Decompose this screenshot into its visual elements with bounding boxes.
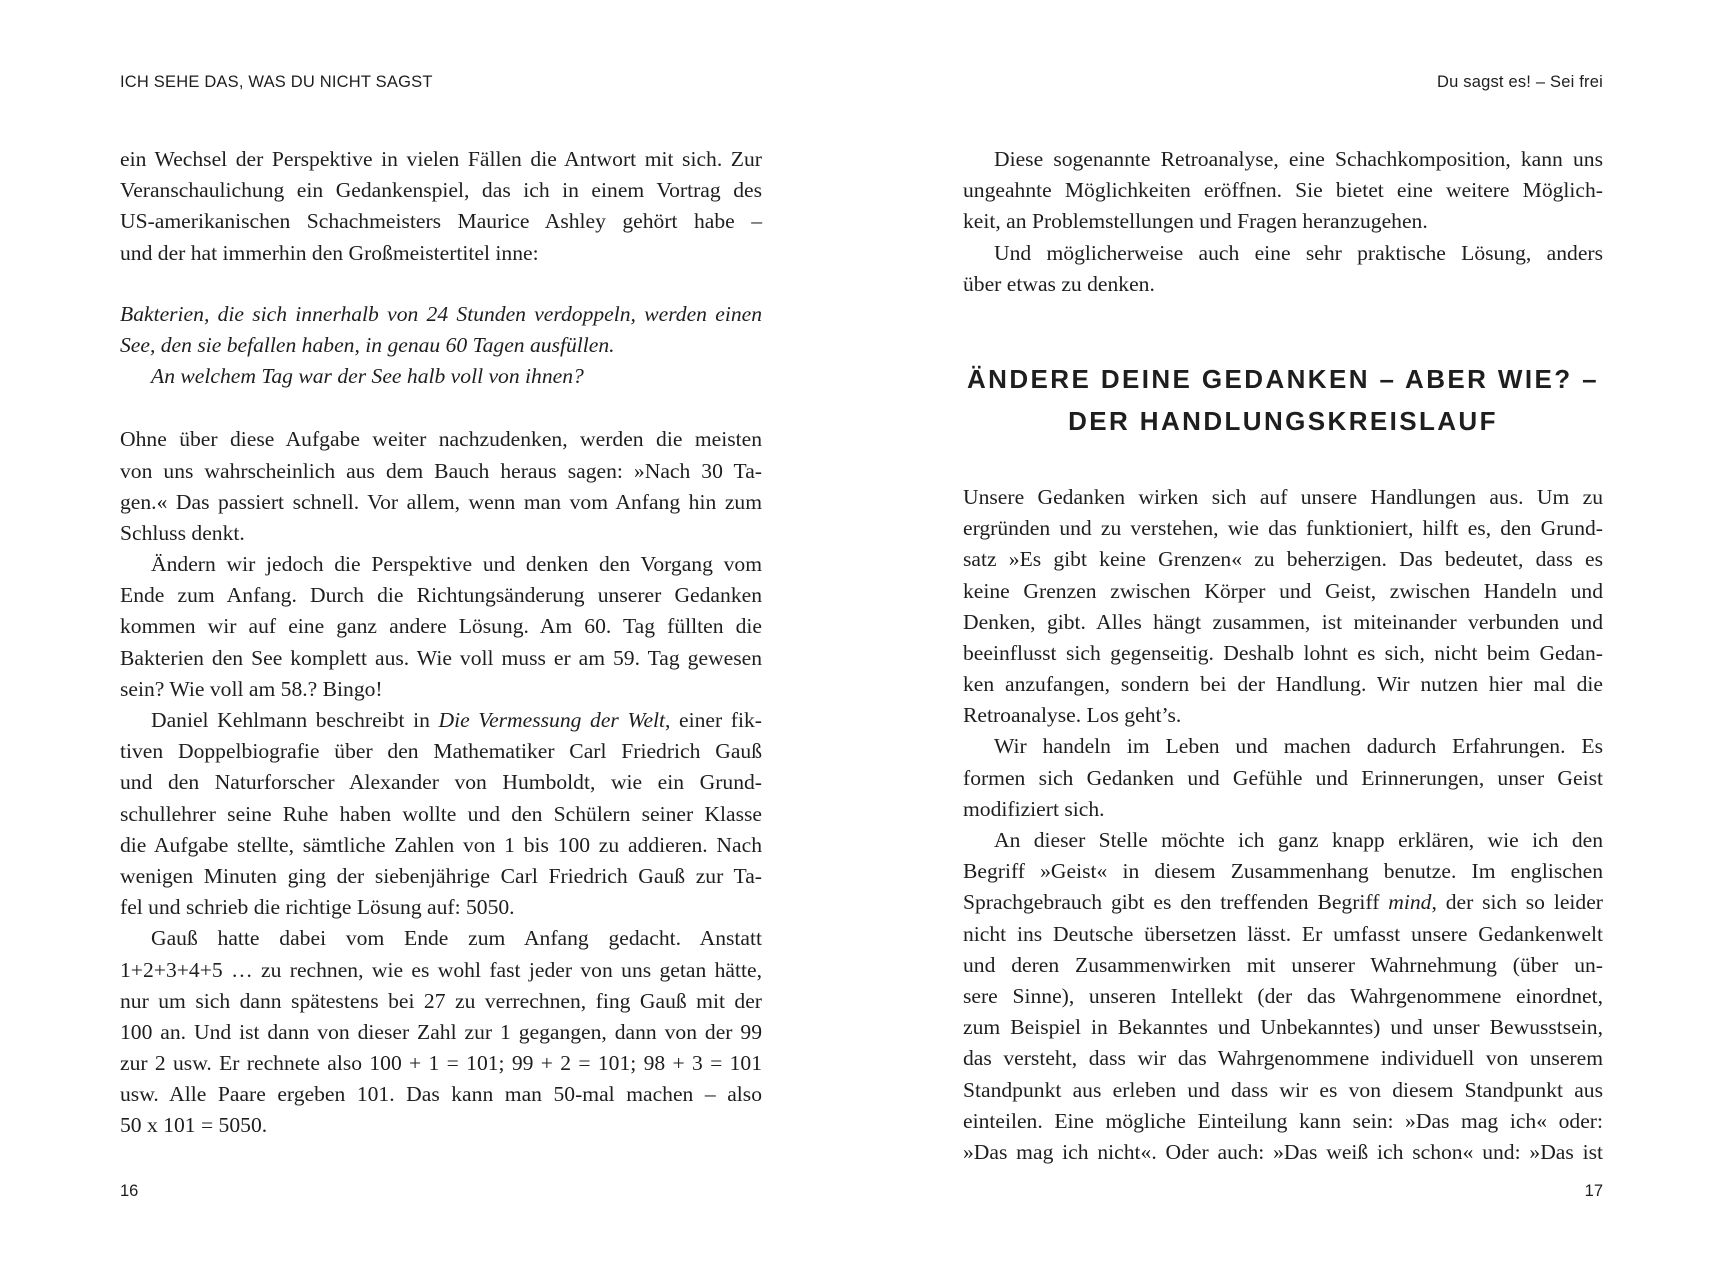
text-line: zum Beispiel in Bekanntes und Unbekanntes) und unser Bewusstsein, [963, 1015, 1603, 1040]
text-line: das versteht, dass wir das Wahrgenommene individuell von unserem [963, 1046, 1603, 1071]
text-line: 100 an. Und ist dann von dieser Zahl zur 1 gegangen, dann von der 99 [120, 1019, 762, 1044]
text-line: Gauß hatte dabei vom Ende zum Anfang gedacht. Anstatt [151, 926, 762, 951]
text-line: Veranschaulichung ein Gedankenspiel, das ich in einem Vortrag des [120, 178, 762, 203]
quote-line: Bakterien, die sich innerhalb von 24 Stunden verdoppeln, werden einen [120, 301, 762, 326]
section-heading [963, 300, 1603, 482]
block-quote [120, 299, 762, 393]
left-text-block [120, 144, 762, 1142]
text-line: wenigen Minuten ging der siebenjährige Carl Friedrich Gauß zur Ta- [120, 863, 762, 888]
emphasized-word: mind [1388, 890, 1432, 915]
text-line: die Aufgabe stellte, sämtliche Zahlen von 1 bis 100 zu addieren. Nach [120, 832, 762, 857]
text-line: Standpunkt aus erleben und dass wir es von diesem Standpunkt aus [963, 1077, 1603, 1102]
text-line: und den Naturforscher Alexander von Humboldt, wie ein Grund- [120, 770, 762, 795]
book-title: Die Vermessung der Welt [438, 708, 666, 732]
text-line: nur um sich dann spätestens bei 27 zu verrechnen, fing Gauß mit der [120, 988, 762, 1013]
section-heading-line: DER HANDLUNGSKREISLAUF [1068, 405, 1498, 436]
text-line: schullehrer seine Ruhe haben wollte und den Schülern seiner Klasse [120, 801, 762, 826]
text-line: ungeahnte Möglichkeiten eröffnen. Sie bietet eine weitere Möglich- [963, 178, 1603, 203]
text-line: nicht ins Deutsche übersetzen lässt. Er umfasst unsere Gedankenwelt [963, 921, 1603, 946]
text-line: ken anzufangen, sondern bei der Handlung. Wir nutzen hier mal die [963, 672, 1603, 697]
right-page [856, 0, 1713, 1270]
text-line: sein? Wie voll am 58.? Bingo! [120, 676, 383, 701]
left-page [0, 0, 856, 1270]
text-line: Begriff »Geist« in diesem Zusammenhang benutze. Im englischen [963, 859, 1603, 884]
text-line: keit, an Problemstellungen und Fragen heranzugehen. [963, 209, 1428, 234]
text-line: beeinflusst sich gegenseitig. Deshalb lohnt es sich, nicht beim Gedan- [963, 640, 1603, 665]
text-run: Sprachgebrauch gibt es den treffenden Begriff [963, 890, 1389, 915]
text-line: 1+2+3+4+5 … zu rechnen, wie es wohl fast jeder von uns getan hätte, [120, 957, 762, 982]
text-line: ergründen und zu verstehen, wie das funktioniert, hilft es, den Grund- [963, 516, 1603, 541]
running-head-right: Du sagst es! – Sei frei [1436, 73, 1603, 91]
text-line: sere Sinne), unseren Intellekt (der das Wahrgenommene einordnet, [963, 983, 1603, 1008]
text-line: satz »Es gibt keine Grenzen« zu beherzigen. Das bedeutet, dass es [963, 547, 1603, 572]
paragraph [120, 923, 762, 1141]
text-line: Schluss denkt. [120, 520, 245, 545]
text-line: US-amerikanischen Schachmeisters Maurice Ashley gehört habe – [120, 209, 762, 234]
text-line: Unsere Gedanken wirken sich auf unsere Handlungen aus. Um zu [963, 484, 1603, 509]
text-line: 50 x 101 = 5050. [120, 1113, 268, 1138]
text-line: fel und schrieb die richtige Lösung auf: 5050. [120, 895, 515, 920]
paragraph [963, 825, 1603, 1168]
text-line: Retroanalyse. Los geht’s. [963, 703, 1182, 728]
text-line: keine Grenzen zwischen Körper und Geist, zwischen Handeln und [963, 578, 1603, 603]
paragraph [963, 238, 1603, 300]
paragraph [120, 144, 762, 269]
paragraph [963, 144, 1603, 238]
text-line: gen.« Das passiert schnell. Vor allem, wenn man vom Anfang hin zum [120, 489, 762, 514]
text-line: formen sich Gedanken und Gefühle und Erinnerungen, unser Geist [963, 765, 1603, 790]
text-line: zur 2 usw. Er rechnete also 100 + 1 = 101; 99 + 2 = 101; 98 + 3 = 101 [120, 1051, 762, 1076]
text-line: Denken, gibt. Alles hängt zusammen, ist miteinander verbunden und [963, 609, 1603, 634]
quote-line: See, den sie befallen haben, in genau 60 Tagen ausfüllen. [120, 332, 615, 357]
paragraph [120, 549, 762, 705]
paragraph [120, 705, 762, 923]
quote-line: An welchem Tag war der See halb voll von ihnen? [151, 364, 584, 389]
text-line: Wir handeln im Leben und machen dadurch Erfahrungen. Es [994, 734, 1603, 759]
text-line: Ändern wir jedoch die Perspektive und denken den Vorgang vom [151, 552, 762, 577]
text-line: Bakterien den See komplett aus. Wie voll muss er am 59. Tag gewesen [120, 645, 762, 670]
text-line: Diese sogenannte Retroanalyse, eine Schachkomposition, kann uns [994, 147, 1603, 171]
text-line [120, 705, 762, 736]
text-run: , der sich so leider [1431, 890, 1603, 915]
text-run: , einer fik- [665, 708, 762, 732]
page-number-right: 17 [1584, 1182, 1603, 1200]
text-line: »Das mag ich nicht«. Oder auch: »Das weiß ich schon« und: »Das ist [963, 1139, 1603, 1164]
text-line: An dieser Stelle möchte ich ganz knapp erklären, wie ich den [994, 828, 1603, 852]
text-line [963, 887, 1603, 918]
text-line: ein Wechsel der Perspektive in vielen Fällen die Antwort mit sich. Zur [120, 147, 762, 171]
text-line: über etwas zu denken. [963, 271, 1155, 296]
page-number-left: 16 [120, 1182, 139, 1200]
section-heading-line: ÄNDERE DEINE GEDANKEN – ABER WIE? – [967, 363, 1599, 394]
text-line: Ohne über diese Aufgabe weiter nachzudenken, werden die meisten [120, 427, 762, 452]
text-line: modifiziert sich. [963, 796, 1105, 821]
running-head-left: ICH SEHE DAS, WAS DU NICHT SAGST [120, 73, 433, 91]
text-line: usw. Alle Paare ergeben 101. Das kann man 50-mal machen – also [120, 1082, 762, 1107]
text-line: tiven Doppelbiografie über den Mathematiker Carl Friedrich Gauß [120, 739, 762, 764]
paragraph [963, 731, 1603, 825]
text-line: Ende zum Anfang. Durch die Richtungsänderung unserer Gedanken [120, 583, 762, 608]
text-run: Daniel Kehlmann beschreibt in [151, 708, 439, 732]
text-line: und deren Zusammenwirken mit unserer Wahrnehmung (über un- [963, 952, 1603, 977]
right-text-block [963, 144, 1603, 1168]
paragraph [120, 424, 762, 549]
text-line: einteilen. Eine mögliche Einteilung kann sein: »Das mag ich« oder: [963, 1108, 1603, 1133]
text-line: von uns wahrscheinlich aus dem Bauch heraus sagen: »Nach 30 Ta- [120, 458, 762, 483]
paragraph [963, 482, 1603, 732]
text-line: kommen wir auf eine ganz andere Lösung. Am 60. Tag füllten die [120, 614, 762, 639]
text-line: und der hat immerhin den Großmeistertitel inne: [120, 240, 539, 265]
text-line: Und möglicherweise auch eine sehr praktische Lösung, anders [994, 240, 1603, 265]
